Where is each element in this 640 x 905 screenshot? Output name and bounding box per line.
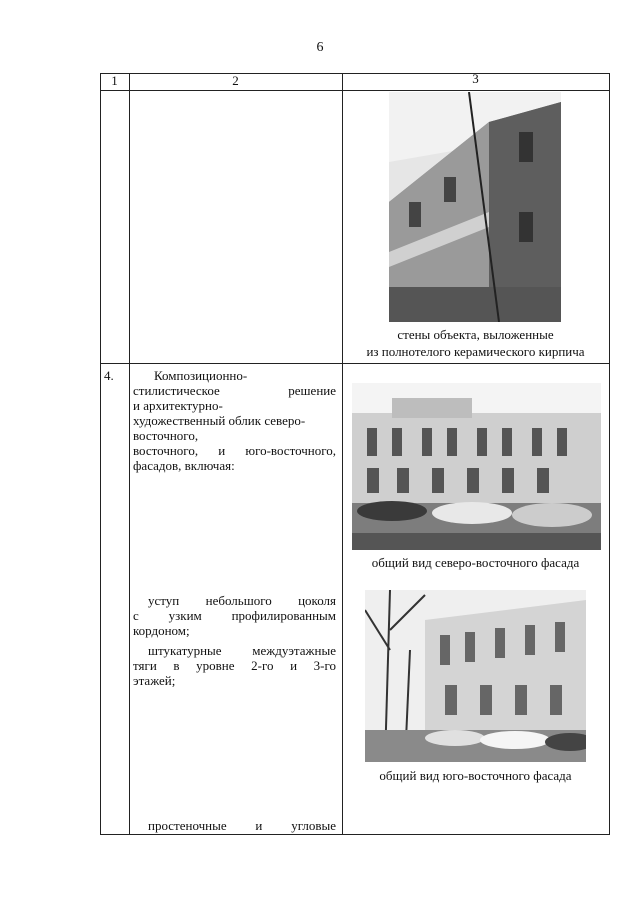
northeast-facade-photo — [352, 383, 601, 550]
list-line: штукатурные междуэтажные — [148, 643, 336, 658]
brick-wall-photo — [389, 92, 561, 322]
list-line: кордоном; — [133, 623, 190, 638]
desc-line: восточного, и юго-восточного, — [133, 443, 336, 458]
desc-line: художественный облик северо- — [133, 413, 306, 428]
northeast-facade-caption: общий вид северо-восточного фасада — [371, 555, 580, 570]
page-number: 6 — [316, 40, 324, 55]
wall-caption-line-1: стены объекта, выложенные — [397, 327, 554, 342]
desc-line: стилистическое решение — [133, 383, 336, 398]
list-line: простеночные и угловые — [148, 818, 336, 833]
list-line: уступ небольшого цоколя — [148, 593, 336, 608]
row-number: 4. — [104, 368, 114, 383]
desc-line: восточного, — [133, 428, 199, 443]
list-line: с узким профилированным — [133, 608, 336, 623]
southeast-facade-photo — [365, 590, 586, 762]
list-line: тяги в уровне 2-го и 3-го — [133, 658, 336, 673]
wall-caption-line-2: из полнотелого керамического кирпича — [366, 344, 585, 359]
desc-line: фасадов, включая: — [133, 458, 235, 473]
desc-line: Композиционно- — [154, 368, 248, 383]
header-col-1: 1 — [111, 73, 118, 88]
desc-line: и архитектурно- — [133, 398, 223, 413]
southeast-facade-caption: общий вид юго-восточного фасада — [379, 768, 572, 783]
header-col-2: 2 — [232, 73, 239, 88]
list-line: этажей; — [133, 673, 176, 688]
header-col-3: 3 — [472, 71, 479, 86]
